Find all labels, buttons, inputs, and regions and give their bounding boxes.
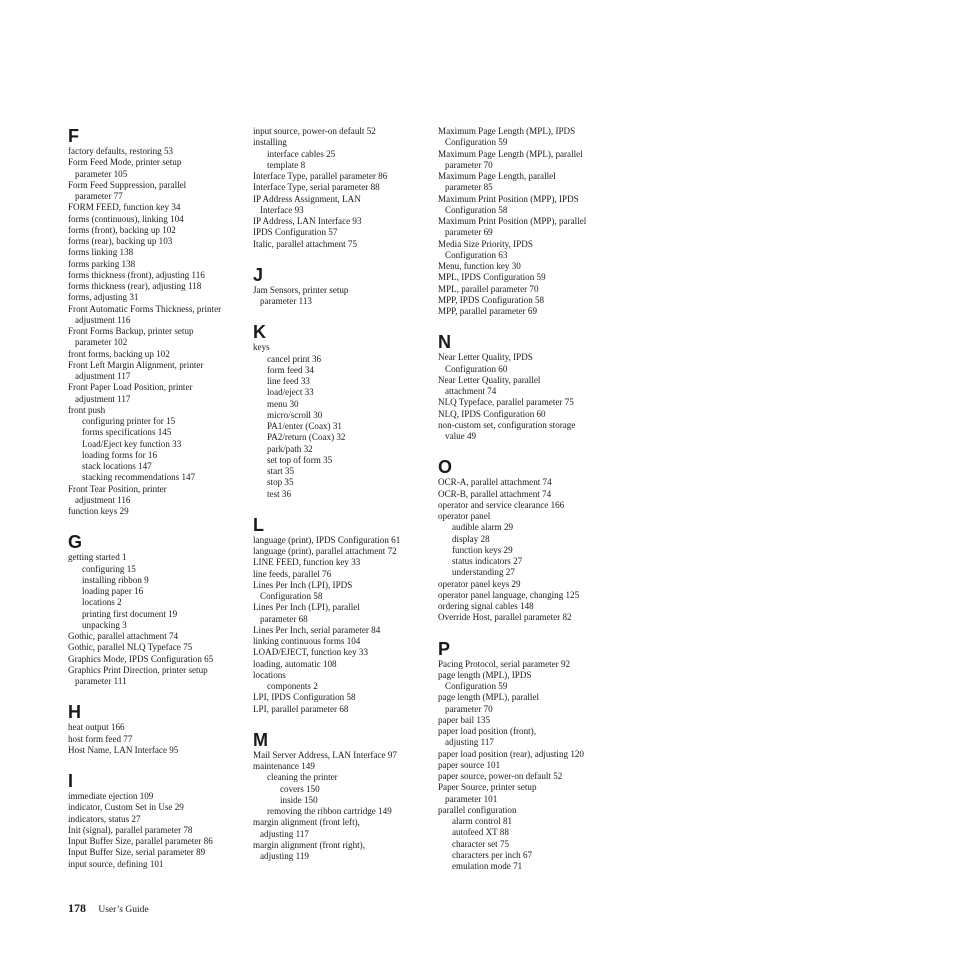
section-letter: G [68, 532, 83, 553]
index-section-o [438, 457, 628, 623]
index-entry: Maximum Page Length (MPL), parallel [438, 148, 583, 159]
index-entry: Lines Per Inch, serial parameter 84 [253, 624, 381, 635]
index-subentry: audible alarm 29 [452, 522, 514, 533]
index-entry: LPI, IPDS Configuration 58 [253, 692, 356, 703]
index-entry-continuation: Configuration 59 [445, 681, 508, 691]
index-entry: IP Address, LAN Interface 93 [253, 216, 362, 226]
index-entry: Form Feed Mode, printer setup [68, 157, 182, 168]
index-entry: Front Tear Position, printer [68, 483, 167, 494]
index-entry-continuation: adjusting 119 [260, 851, 309, 861]
index-subentry: set top of form 35 [267, 454, 333, 465]
index-subentry: forms specifications 145 [82, 427, 172, 438]
index-column-1 [68, 126, 253, 870]
index-entry: front forms, backing up 102 [68, 348, 170, 359]
index-entry: language (print), parallel attachment 72 [253, 546, 397, 556]
index-entry: indicator, Custom Set in Use 29 [68, 802, 184, 813]
index-entry: parallel configuration [438, 804, 517, 815]
index-subentry: Load/Eject key function 33 [82, 438, 182, 449]
index-entry: Maximum Page Length (MPL), IPDS [438, 126, 576, 136]
index-subentry: loading forms for 16 [82, 449, 158, 460]
index-section-l [253, 515, 438, 715]
index-entry-continuation: parameter 68 [260, 613, 308, 624]
index-entry-continuation: parameter 77 [75, 191, 123, 201]
index-entry: Graphics Print Direction, printer setup [68, 664, 208, 675]
section-letter: F [68, 126, 79, 146]
index-entry: forms (front), backing up 102 [68, 224, 176, 235]
index-section-m [253, 730, 438, 863]
index-entry: LPI, parallel parameter 68 [253, 703, 349, 714]
index-entry: locations [253, 669, 286, 680]
index-entry-continuation: Interface 93 [260, 204, 304, 215]
index-entry: LOAD/EJECT, function key 33 [253, 647, 368, 658]
index-subentry: test 36 [267, 488, 291, 499]
index-entry: input source, power-on default 52 [253, 126, 376, 136]
index-entry: Interface Type, parallel parameter 86 [253, 171, 388, 181]
index-entry: forms thickness (front), adjusting 116 [68, 269, 205, 280]
index-subentry: configuring 15 [82, 563, 136, 574]
index-entry: Override Host, parallel parameter 82 [438, 612, 572, 623]
index-entry: linking continuous forms 104 [253, 636, 361, 646]
index-entry-continuation: Configuration 60 [445, 363, 508, 374]
index-entry: Init (signal), parallel parameter 78 [68, 824, 193, 835]
index-subentry: PA1/enter (Coax) 31 [267, 421, 342, 431]
index-entry: paper source 101 [438, 759, 501, 770]
index-entry: Mail Server Address, LAN Interface 97 [253, 749, 397, 760]
index-entry: paper source, power-on default 52 [438, 771, 563, 781]
index-entry-continuation: value 49 [445, 431, 477, 441]
index-entry: non-custom set, configuration storage [438, 419, 576, 430]
index-subentry: interface cables 25 [267, 148, 336, 159]
index-subentry: stop 35 [267, 477, 294, 488]
index-entry: LINE FEED, function key 33 [253, 557, 361, 568]
section-letter: K [253, 322, 266, 343]
index-entry-continuation: attachment 74 [445, 386, 497, 396]
index-subentry: autofeed XT 88 [452, 827, 509, 838]
index-entry: Front Automatic Forms Thickness, printer [68, 303, 222, 314]
page-footer [68, 900, 149, 918]
index-entry: operator panel [438, 511, 491, 521]
book-title: User’s Guide [98, 905, 149, 915]
index-entry: immediate ejection 109 [68, 791, 154, 801]
index-section-continued [253, 126, 438, 250]
index-entry: ordering signal cables 148 [438, 601, 534, 611]
index-entry: indicators, status 27 [68, 813, 141, 824]
index-subentry: inside 150 [280, 794, 318, 805]
index-entry: Maximum Print Position (MPP), parallel [438, 216, 587, 226]
index-entry: OCR-A, parallel attachment 74 [438, 477, 552, 488]
index-entry: IPDS Configuration 57 [253, 227, 338, 238]
index-entry: Front Left Margin Alignment, printer [68, 359, 204, 370]
index-entry: language (print), IPDS Configuration 61 [253, 534, 401, 545]
section-letter: P [438, 638, 451, 659]
index-entry-continuation: parameter 69 [445, 227, 493, 238]
index-entry-continuation: parameter 70 [445, 703, 493, 714]
index-entry-continuation: adjustment 116 [75, 314, 131, 325]
index-column-2 [253, 126, 438, 862]
section-letter: J [253, 264, 264, 285]
index-entry-continuation: parameter 113 [260, 296, 312, 306]
index-entry: maintenance 149 [253, 761, 315, 771]
index-entry: page length (MPL), parallel [438, 692, 540, 703]
index-subentry: loading paper 16 [82, 586, 144, 596]
index-entry: Paper Source, printer setup [438, 782, 537, 793]
index-entry: Interface Type, serial parameter 88 [253, 182, 380, 193]
index-entry: host form feed 77 [68, 733, 133, 744]
index-entry-continuation: parameter 111 [75, 676, 127, 686]
index-entry-continuation: Configuration 59 [445, 137, 508, 148]
index-entry: forms linking 138 [68, 247, 134, 258]
index-entry: Front Paper Load Position, printer [68, 382, 193, 393]
index-subentry: installing ribbon 9 [82, 574, 149, 585]
section-letter: H [68, 702, 81, 723]
index-entry-continuation: parameter 85 [445, 182, 493, 193]
index-entry: operator panel language, changing 125 [438, 589, 580, 600]
index-subentry: park/path 32 [267, 443, 313, 454]
index-entry-continuation: adjusting 117 [445, 737, 494, 748]
index-entry: Italic, parallel attachment 75 [253, 238, 358, 249]
section-letter: M [253, 729, 268, 750]
index-subentry: stacking recommendations 147 [82, 472, 196, 483]
index-entry: front push [68, 404, 106, 415]
index-entry: Gothic, parallel NLQ Typeface 75 [68, 642, 193, 653]
index-entry: Front Forms Backup, printer setup [68, 326, 194, 336]
section-letter: I [68, 771, 74, 791]
index-entry: page length (MPL), IPDS [438, 669, 532, 680]
index-entry: margin alignment (front left), [253, 817, 360, 828]
section-letter: L [253, 514, 264, 535]
index-entry: IP Address Assignment, LAN [253, 193, 361, 204]
index-subentry: alarm control 81 [452, 816, 513, 826]
index-subentry: function keys 29 [452, 544, 513, 555]
index-entry: factory defaults, restoring 53 [68, 146, 174, 156]
index-entry: NLQ Typeface, parallel parameter 75 [438, 397, 574, 408]
index-section-i [68, 771, 253, 870]
index-entry: Lines Per Inch (LPI), parallel [253, 602, 360, 613]
index-entry: Gothic, parallel attachment 74 [68, 631, 179, 641]
section-letter: O [438, 457, 453, 478]
index-entry-continuation: Configuration 63 [445, 249, 508, 260]
index-entry: forms (rear), backing up 103 [68, 236, 173, 246]
index-entry: Host Name, LAN Interface 95 [68, 744, 179, 755]
index-entry-continuation: parameter 101 [445, 793, 498, 804]
index-subentry: load/eject 33 [267, 387, 314, 398]
index-entry: Near Letter Quality, IPDS [438, 352, 533, 363]
index-entry: line feeds, parallel 76 [253, 568, 332, 579]
index-subentry: character set 75 [452, 838, 510, 849]
section-letter: N [438, 332, 451, 353]
index-subentry: locations 2 [82, 597, 122, 608]
index-subentry: understanding 27 [452, 567, 515, 578]
index-entry: NLQ, IPDS Configuration 60 [438, 408, 546, 419]
index-entry: getting started 1 [68, 552, 127, 563]
index-entry: forms thickness (rear), adjusting 118 [68, 281, 202, 291]
index-subentry: unpacking 3 [82, 619, 127, 630]
index-entry-continuation: Configuration 58 [445, 204, 508, 215]
index-section-j [253, 265, 438, 308]
index-subentry: covers 150 [280, 783, 320, 794]
index-subentry: micro/scroll 30 [267, 409, 323, 420]
index-entry: heat output 166 [68, 722, 125, 733]
index-entry: MPP, IPDS Configuration 58 [438, 294, 545, 305]
index-section-f [68, 126, 253, 517]
index-subentry: start 35 [267, 466, 295, 476]
index-entry: OCR-B, parallel attachment 74 [438, 488, 552, 499]
index-entry: MPP, parallel parameter 69 [438, 306, 537, 316]
index-entry-continuation: Configuration 58 [260, 591, 323, 601]
index-subentry: display 28 [452, 533, 490, 544]
index-entry: keys [253, 342, 270, 353]
index-entry: Jam Sensors, printer setup [253, 284, 349, 295]
index-subentry: characters per inch 67 [452, 849, 533, 860]
index-subentry: configuring printer for 15 [82, 416, 176, 426]
index-section-h [68, 702, 253, 756]
index-entry-continuation: adjustment 116 [75, 494, 131, 505]
index-entry: function keys 29 [68, 506, 129, 516]
index-entry: Lines Per Inch (LPI), IPDS [253, 579, 353, 590]
index-entry: margin alignment (front right), [253, 839, 365, 850]
index-entry-continuation: adjusting 117 [260, 828, 309, 839]
index-entry: forms parking 138 [68, 258, 136, 269]
index-entry-continuation: adjustment 117 [75, 371, 131, 381]
index-entry: Menu, function key 30 [438, 261, 521, 271]
index-entry: forms, adjusting 31 [68, 292, 139, 303]
index-entry: Maximum Page Length, parallel [438, 171, 556, 181]
index-subentry: cancel print 36 [267, 353, 322, 364]
index-entry: Input Buffer Size, serial parameter 89 [68, 847, 206, 858]
index-entry: Pacing Protocol, serial parameter 92 [438, 658, 571, 669]
index-subentry: template 8 [267, 159, 306, 170]
index-subentry: status indicators 27 [452, 556, 523, 566]
index-subentry: printing first document 19 [82, 608, 178, 619]
index-entry-continuation: parameter 105 [75, 168, 128, 179]
index-subentry: cleaning the printer [267, 772, 338, 783]
index-subentry: emulation mode 71 [452, 861, 523, 871]
index-column-3 [438, 126, 628, 872]
index-subentry: stack locations 147 [82, 461, 152, 471]
index-entry-continuation: parameter 70 [445, 159, 493, 170]
index-entry: Media Size Priority, IPDS [438, 238, 533, 249]
index-entry: Near Letter Quality, parallel [438, 374, 541, 385]
index-entry: installing [253, 137, 287, 148]
index-entry: paper load position (front), [438, 726, 536, 736]
index-entry: paper load position (rear), adjusting 120 [438, 748, 584, 759]
index-section-g [68, 532, 253, 687]
index-entry: FORM FEED, function key 34 [68, 202, 181, 213]
index-entry: operator and service clearance 166 [438, 499, 565, 510]
index-subentry: PA2/return (Coax) 32 [267, 432, 346, 443]
index-subentry: form feed 34 [267, 364, 314, 375]
index-subentry: removing the ribbon cartridge 149 [267, 806, 392, 816]
index-section-continued [438, 126, 628, 317]
index-entry-continuation: adjustment 117 [75, 393, 131, 404]
index-subentry: menu 30 [267, 398, 299, 409]
index-subentry: line feed 33 [267, 376, 310, 386]
index-entry: Maximum Print Position (MPP), IPDS [438, 193, 579, 204]
index-section-k [253, 322, 438, 500]
index-entry: Input Buffer Size, parallel parameter 86 [68, 836, 213, 846]
index-entry: input source, defining 101 [68, 858, 164, 869]
index-entry: Graphics Mode, IPDS Configuration 65 [68, 653, 214, 664]
index-entry: loading, automatic 108 [253, 658, 337, 669]
index-entry: operator panel keys 29 [438, 578, 521, 589]
index-entry: forms (continuous), linking 104 [68, 213, 184, 224]
index-section-n [438, 332, 628, 442]
page-number: 178 [68, 901, 86, 915]
index-entry: paper bail 135 [438, 714, 491, 725]
index-entry: MPL, parallel parameter 70 [438, 283, 539, 294]
index-entry-continuation: parameter 102 [75, 337, 128, 348]
index-entry: MPL, IPDS Configuration 59 [438, 272, 546, 283]
index-section-p [438, 639, 628, 873]
index-entry: Form Feed Suppression, parallel [68, 179, 187, 190]
index-subentry: components 2 [267, 681, 318, 691]
